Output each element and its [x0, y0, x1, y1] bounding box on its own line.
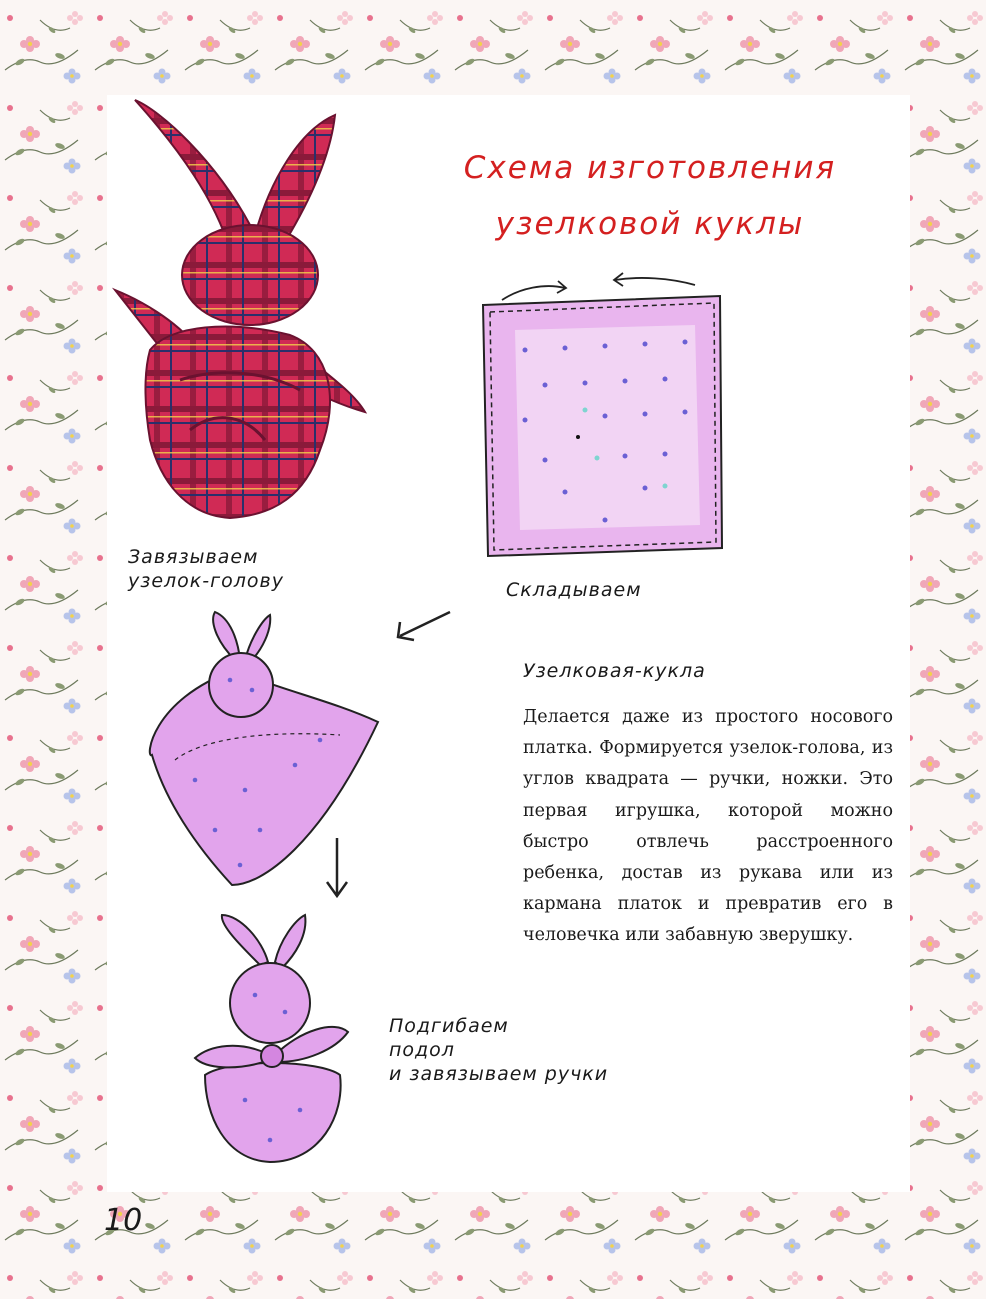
page-title [440, 140, 860, 252]
page-number: 10 [104, 1203, 143, 1238]
article-heading: Узелковая-кукла [523, 660, 706, 682]
arrow-icon [327, 838, 347, 896]
finished-doll-drawing [195, 915, 348, 1162]
plaid-knot-doll-photo [115, 100, 365, 518]
title-line-2: узелковой куклы [495, 206, 805, 242]
caption-bend [389, 1014, 608, 1086]
caption-fold: Складываем [506, 579, 642, 601]
caption-bend-line-3: и завязываем ручки [389, 1063, 609, 1085]
arrow-icon [398, 612, 450, 640]
title-line-1: Схема изготовления [463, 150, 837, 186]
folded-square-drawing [483, 296, 722, 556]
caption-tie-head [128, 545, 284, 593]
doll-step-drawing [150, 612, 378, 885]
article-text: Делается даже из простого носового платка. Формируется узелок-голова, из углов квадрата — ручки, ножки. Это первая игрушка, которой можно быстро отвлечь расстроенного ребенка, достав из рукава или из кармана платок и превратив его в человечка или забавную зверушку. [523, 707, 893, 946]
caption-bend-line-1: Подгибаем [389, 1015, 509, 1037]
arrow-icon [614, 273, 695, 286]
caption-tie-head-line-1: Завязываем [128, 546, 259, 568]
caption-tie-head-line-2: узелок-голову [128, 570, 284, 592]
caption-bend-line-2: подол [389, 1039, 455, 1061]
arrow-icon [502, 281, 566, 300]
